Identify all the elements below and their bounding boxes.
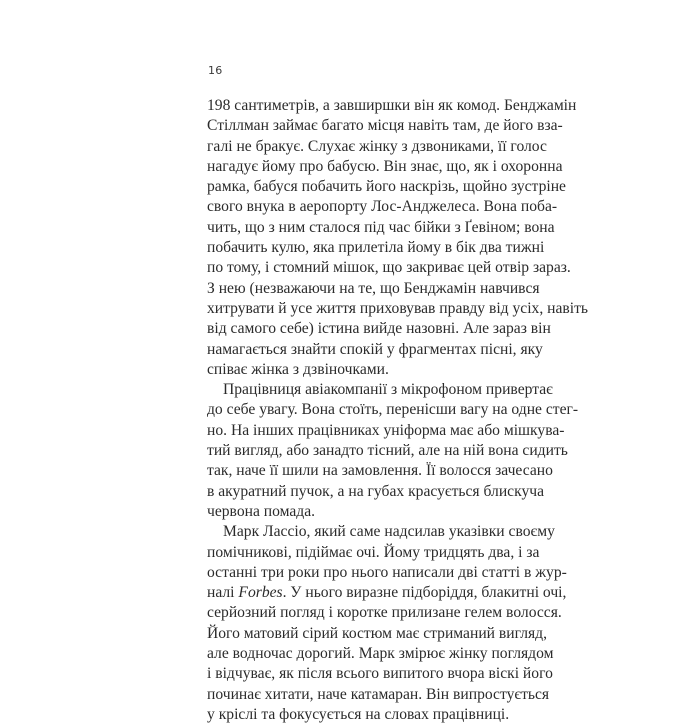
body-text: [207, 96, 589, 725]
text-line: червона помада.: [207, 502, 316, 520]
text-line: рамка, бабуся побачить його наскрізь, щойно зустріне: [207, 178, 566, 196]
text-line: побачить кулю, яка прилетіла йому в бік два тижні: [207, 239, 545, 257]
text-line: так, наче її шили на замовлення. Її волосся зачесано: [207, 462, 553, 480]
text-line: Марк Лассіо, який саме надсилав указівки своєму: [223, 523, 555, 541]
text-line: починає хитати, наче катамаран. Він випростується: [207, 685, 550, 703]
text-line: в акуратний пучок, а на губах красується блискуча: [207, 482, 545, 500]
text-line: Працівниця авіакомпанії з мікрофоном привертає: [223, 381, 553, 399]
text-line: З нею (незважаючи на те, що Бенджамін навчився: [207, 279, 540, 297]
text-line: но. На інших працівниках уніформа має або мішкува-: [207, 421, 565, 439]
magazine-title-italic: Forbes: [238, 584, 283, 602]
text-line: співає жінка з дзвіночками.: [207, 360, 389, 378]
text-line: але водночас дорогий. Марк змірює жінку поглядом: [207, 645, 554, 663]
text-line: у кріслі та фокусується на словах працівниці.: [207, 705, 510, 723]
text-line: Його матовий сірий костюм має стриманий вигляд,: [207, 624, 548, 642]
text-line: і відчуває, як після всього випитого вчора віскі його: [207, 665, 553, 683]
text-line: нагадує йому про бабусю. Він знає, що, як і охоронна: [207, 157, 563, 175]
page-number: 16: [208, 64, 223, 77]
paragraph-3: [207, 522, 567, 725]
text-run: налі: [207, 584, 239, 602]
text-run: . У нього виразне підборіддя, блакитні очі,: [282, 584, 567, 602]
text-line: намагається знайти спокій у фрагментах пісні, яку: [207, 340, 543, 358]
text-line: останні три роки про нього написали дві статті в жур-: [207, 563, 567, 581]
text-line-with-italic: [207, 583, 567, 603]
text-line: тий вигляд, або занадто тісний, але на ній вона сидить: [207, 442, 568, 460]
paragraph-1: [207, 96, 589, 380]
text-line: від самого себе) істина вийде назовні. Але зараз він: [207, 320, 551, 338]
text-line: по тому, і стомний мішок, що закриває цей отвір зараз.: [207, 259, 571, 277]
text-line: чить, що з ним сталося під час бійки з Ґевіном; вона: [207, 218, 555, 236]
paragraph-2: [207, 380, 579, 522]
text-line: 198 сантиметрів, а завширшки він як комод. Бенджамін: [207, 97, 577, 114]
text-line: галі не бракує. Слухає жінку з дзвониками, її голос: [207, 137, 547, 155]
text-line: свого внука в аеропорту Лос-Анджелеса. Вона поба-: [207, 198, 558, 216]
text-line: серйозний погляд і коротке прилизане гелем волосся.: [207, 604, 562, 622]
text-line: помічникові, підіймає очі. Йому тридцять два, і за: [207, 543, 540, 561]
text-line: Стіллман займає багато місця навіть там, де його вза-: [207, 117, 563, 135]
text-line: до себе увагу. Вона стоїть, перенісши вагу на одне стег-: [207, 401, 579, 419]
text-line: хитрувати й усе життя приховував правду від усіх, навіть: [207, 299, 589, 317]
